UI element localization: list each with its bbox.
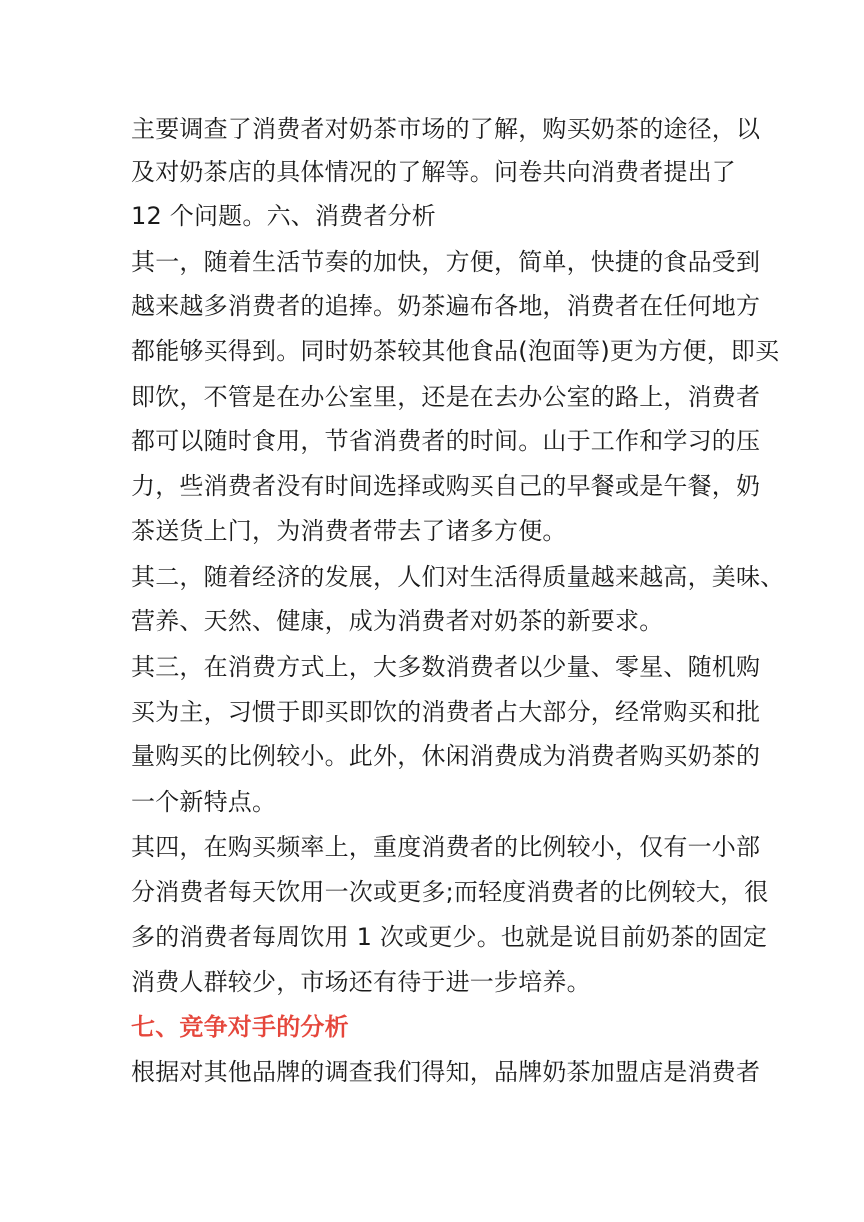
text-line: 即饮，不管是在办公室里，还是在去办公室的路上，消费者 <box>131 383 761 411</box>
text-line: 量购买的比例较小。此外，休闲消费成为消费者购买奶茶的 <box>131 742 761 770</box>
text-line: 12 个问题。六、消费者分析 <box>131 202 436 230</box>
text-line: 力，些消费者没有时间选择或购买自己的早餐或是午餐，奶 <box>131 472 761 500</box>
text-line: 买为主，习惯于即买即饮的消费者占大部分，经常购买和批 <box>131 698 761 726</box>
text-line: 分消费者每天饮用一次或更多;而轻度消费者的比例较大，很 <box>131 878 769 906</box>
text-line: 其二，随着经济的发展，人们对生活得质量越来越高，美味、 <box>131 563 785 591</box>
text-line: 茶送货上门，为消费者带去了诸多方便。 <box>131 517 567 545</box>
section-heading: 七、竞争对手的分析 <box>131 1013 349 1041</box>
text-line: 其三，在消费方式上，大多数消费者以少量、零星、随机购 <box>131 653 761 681</box>
text-line: 多的消费者每周饮用 1 次或更少。也就是说目前奶茶的固定 <box>131 923 768 951</box>
text-line: 及对奶茶店的具体情况的了解等。问卷共向消费者提出了 <box>131 158 736 186</box>
text-line: 主要调查了消费者对奶茶市场的了解，购买奶茶的途径，以 <box>131 115 761 143</box>
text-line: 都可以随时食用，节省消费者的时间。山于工作和学习的压 <box>131 427 761 455</box>
text-line: 越来越多消费者的追捧。奶茶遍布各地，消费者在任何地方 <box>131 292 761 320</box>
text-line: 根据对其他品牌的调查我们得知，品牌奶茶加盟店是消费者 <box>131 1058 761 1086</box>
text-line: 其四，在购买频率上，重度消费者的比例较小，仅有一小部 <box>131 833 761 861</box>
text-line: 一个新特点。 <box>131 788 277 816</box>
text-line: 都能够买得到。同时奶茶较其他食品(泡面等)更为方便，即买 <box>131 337 780 365</box>
text-line: 其一，随着生活节奏的加快，方便，简单，快捷的食品受到 <box>131 248 761 276</box>
text-line: 消费人群较少，市场还有待于进一步培养。 <box>131 968 591 996</box>
text-line: 营养、天然、健康，成为消费者对奶茶的新要求。 <box>131 607 664 635</box>
